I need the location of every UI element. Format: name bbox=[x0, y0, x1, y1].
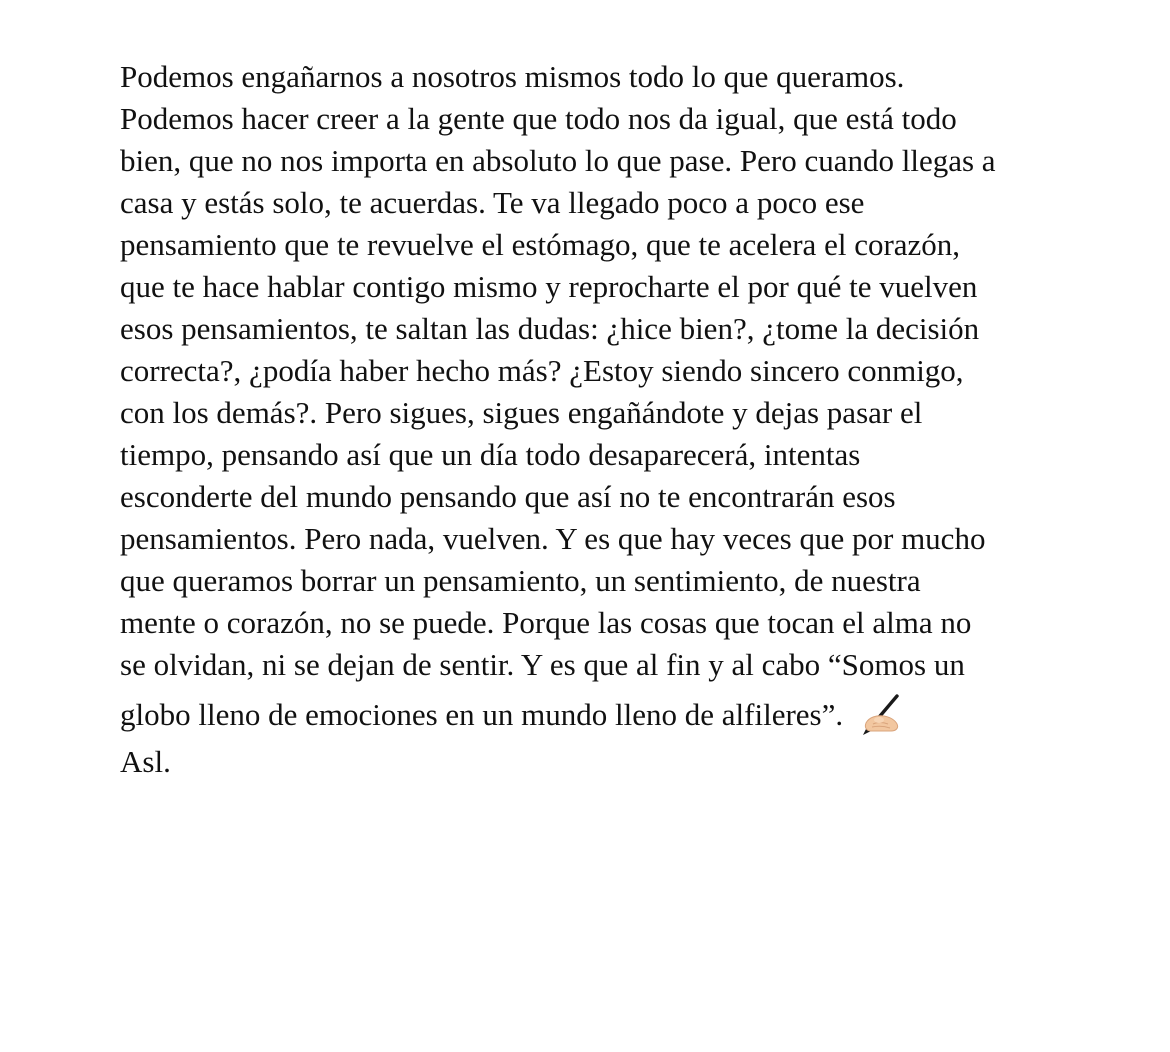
text-line: esos pensamientos, te saltan las dudas: ¿hice bien?, ¿tome la decisión bbox=[120, 311, 980, 346]
text-line: que te hace hablar contigo mismo y reprocharte el por qué te vuelven bbox=[120, 269, 978, 304]
text-line: pensamiento que te revuelve el estómago, que te acelera el corazón, bbox=[120, 227, 961, 262]
text-line: que queramos borrar un pensamiento, un sentimiento, de nuestra bbox=[120, 563, 921, 598]
text-line: con los demás?. Pero sigues, sigues engañándote y dejas pasar el bbox=[120, 395, 923, 430]
signature: Asl. bbox=[120, 744, 171, 779]
writing-hand-icon bbox=[857, 693, 903, 737]
text-line: casa y estás solo, te acuerdas. Te va llegado poco a poco ese bbox=[120, 185, 865, 220]
text-line: tiempo, pensando así que un día todo desaparecerá, intentas bbox=[120, 437, 861, 472]
text-line: se olvidan, ni se dejan de sentir. Y es que al fin y al cabo “Somos un bbox=[120, 647, 965, 682]
text-line: globo lleno de emociones en un mundo lleno de alfileres”. bbox=[120, 697, 844, 732]
text-line: esconderte del mundo pensando que así no te encontrarán esos bbox=[120, 479, 896, 514]
closing-quote-line bbox=[120, 688, 1150, 742]
text-line: Podemos engañarnos a nosotros mismos todo lo que queramos. bbox=[120, 59, 905, 94]
text-line: Podemos hacer creer a la gente que todo nos da igual, que está todo bbox=[120, 101, 957, 136]
text-line: bien, que no nos importa en absoluto lo que pase. Pero cuando llegas a bbox=[120, 143, 996, 178]
document-body bbox=[120, 56, 1150, 782]
text-line: pensamientos. Pero nada, vuelven. Y es que hay veces que por mucho bbox=[120, 521, 986, 556]
text-line: correcta?, ¿podía haber hecho más? ¿Estoy siendo sincero conmigo, bbox=[120, 353, 964, 388]
text-line: mente o corazón, no se puede. Porque las cosas que tocan el alma no bbox=[120, 605, 972, 640]
